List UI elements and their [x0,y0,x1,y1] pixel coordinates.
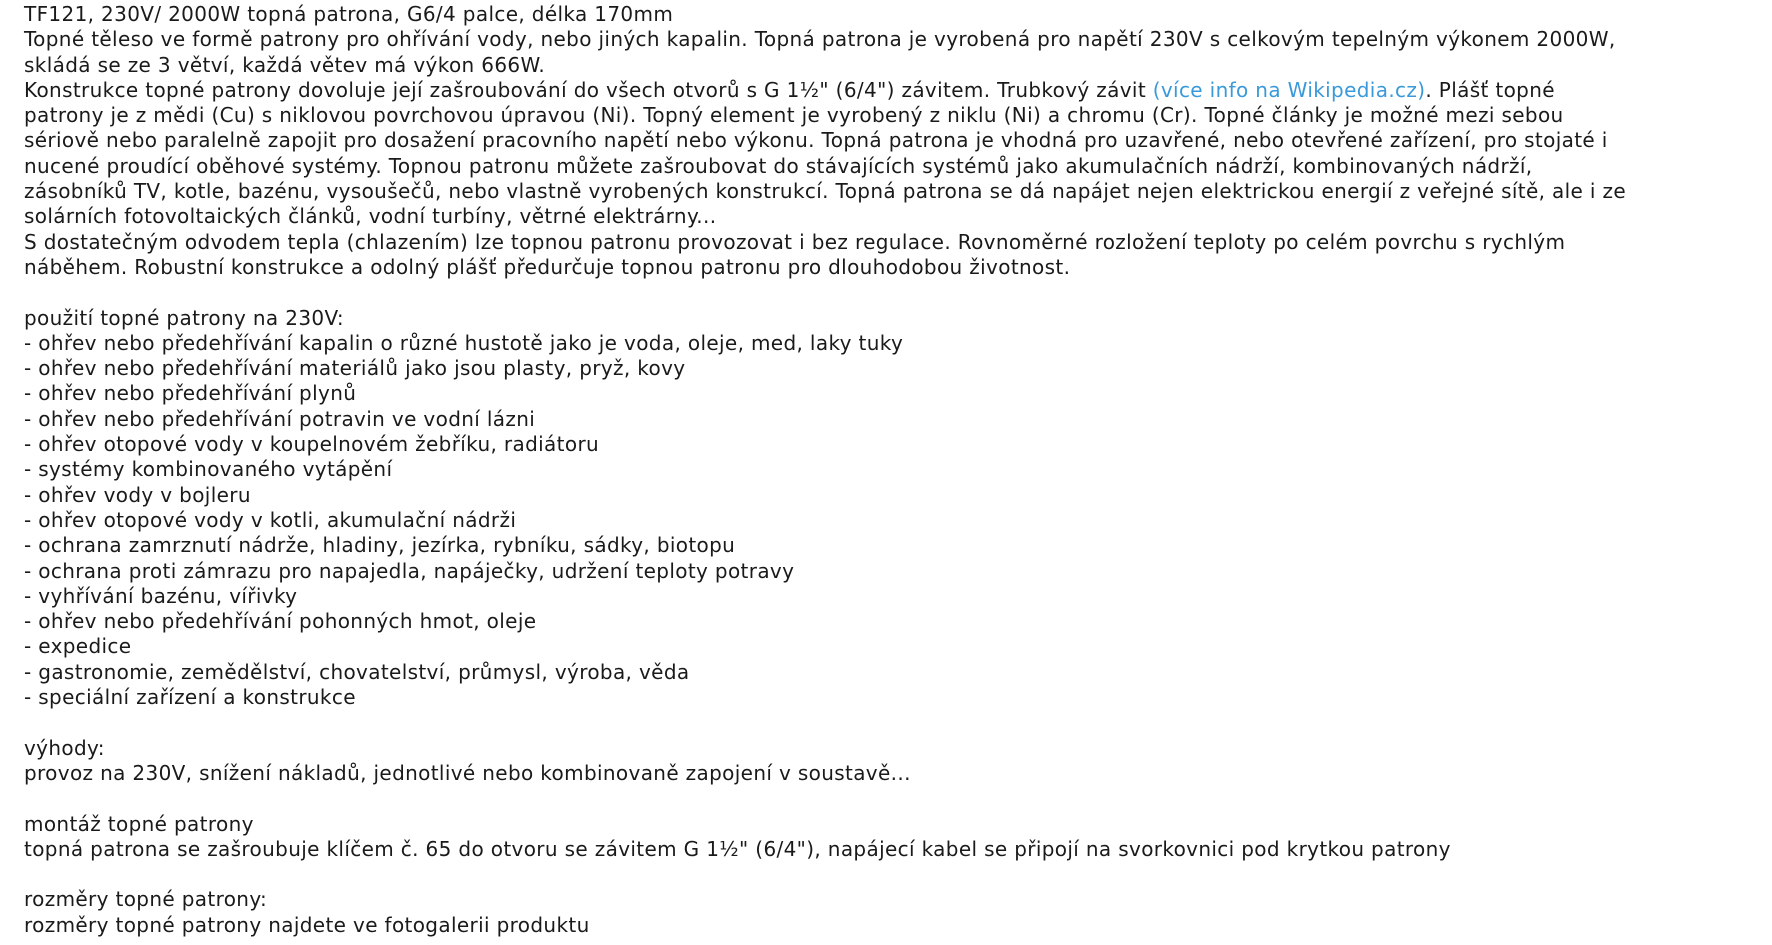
list-item: - speciální zařízení a konstrukce [24,685,356,710]
regulation-line: S dostatečným odvodem tepla (chlazením) lze topnou patronu provozovat i bez regulace. Rovnoměrné rozložení teploty po celém povrchu s rychlým [24,229,1566,254]
construction-line: sériově nebo paralelně zapojit pro dosažení pracovního napětí nebo výkonu. Topná patrona je vhodná pro uzavřené, nebo otevřené zařízení, pro stojaté i [24,128,1608,153]
wikipedia-link[interactable]: (více info na Wikipedia.cz) [1152,77,1426,102]
intro-line: Topné těleso ve formě patrony pro ohřívání vody, nebo jiných kapalin. Topná patrona je vyrobená pro napětí 230V s celkovým tepelným výkonem 2000W, [24,27,1616,52]
regulation-line: náběhem. Robustní konstrukce a odolný plášť předurčuje topnou patronu pro dlouhodobou životnost. [24,254,1071,279]
construction-line: nucené proudící oběhové systémy. Topnou patronu můžete zašroubovat do stávajících systémů jako akumulačních nádrží, kombinovaných nádrží, [24,153,1533,178]
mounting-heading: montáž topné patrony [24,811,254,836]
list-item: - ohřev nebo předehřívání potravin ve vodní lázni [24,406,536,431]
product-description [24,2,1754,938]
list-item: - expedice [24,634,132,659]
spacer [24,786,1754,811]
spacer [24,862,1754,887]
construction-text-after-link: . Plášť topné [1425,77,1555,102]
construction-line: solárních fotovoltaických článků, vodní turbíny, větrné elektrárny... [24,204,717,229]
spacer [24,280,1754,305]
list-item: - ohřev nebo předehřívání pohonných hmot, oleje [24,609,537,634]
mounting-text: topná patrona se zašroubuje klíčem č. 65 do otvoru se závitem G 1½" (6/4"), napájecí kabel se připojí na svorkovnici pod krytkou patrony [24,836,1451,861]
intro-line: skládá se ze 3 větví, každá větev má výkon 666W. [24,52,546,77]
product-title: TF121, 230V/ 2000W topná patrona, G6/4 palce, délka 170mm [24,2,674,26]
list-item: - ochrana proti zámrazu pro napajedla, napáječky, udržení teploty potravy [24,558,795,583]
construction-line: patrony je z mědi (Cu) s niklovou povrchovou úpravou (Ni). Topný element je vyrobený z niklu (Ni) a chromu (Cr). Topné články je možné mezi sebou [24,103,1564,128]
list-item: - ohřev nebo předehřívání plynů [24,381,357,406]
list-item: - ohřev vody v bojleru [24,482,251,507]
advantages-text: provoz na 230V, snížení nákladů, jednotlivé nebo kombinovaně zapojení v soustavě... [24,760,911,785]
list-item: - systémy kombinovaného vytápění [24,457,393,482]
construction-text-before-link: Konstrukce topné patrony dovoluje její zašroubování do všech otvorů s G 1½" (6/4") závitem. Trubkový závit [24,77,1153,102]
list-item: - ohřev otopové vody v kotli, akumulační nádrži [24,507,517,532]
list-item: - ohřev nebo předehřívání materiálů jako jsou plasty, pryž, kovy [24,356,686,381]
usage-heading: použití topné patrony na 230V: [24,305,344,330]
construction-line: zásobníků TV, kotle, bazénu, vysoušečů, nebo vlastně vyrobených konstrukcí. Topná patrona se dá napájet nejen elektrickou energií z veřejné sítě, ale i ze [24,179,1627,204]
list-item: - ochrana zamrznutí nádrže, hladiny, jezírka, rybníku, sádky, biotopu [24,533,736,558]
list-item: - ohřev nebo předehřívání kapalin o různé hustotě jako je voda, oleje, med, laky tuky [24,330,904,355]
spacer [24,710,1754,735]
dimensions-heading: rozměry topné patrony: [24,887,268,912]
list-item: - gastronomie, zemědělství, chovatelství, průmysl, výroba, věda [24,659,690,684]
construction-line [24,78,1754,103]
list-item: - vyhřívání bazénu, vířivky [24,583,298,608]
advantages-heading: výhody: [24,735,105,760]
dimensions-text: rozměry topné patrony najdete ve fotogalerii produktu [24,912,590,937]
list-item: - ohřev otopové vody v koupelnovém žebříku, radiátoru [24,432,600,457]
